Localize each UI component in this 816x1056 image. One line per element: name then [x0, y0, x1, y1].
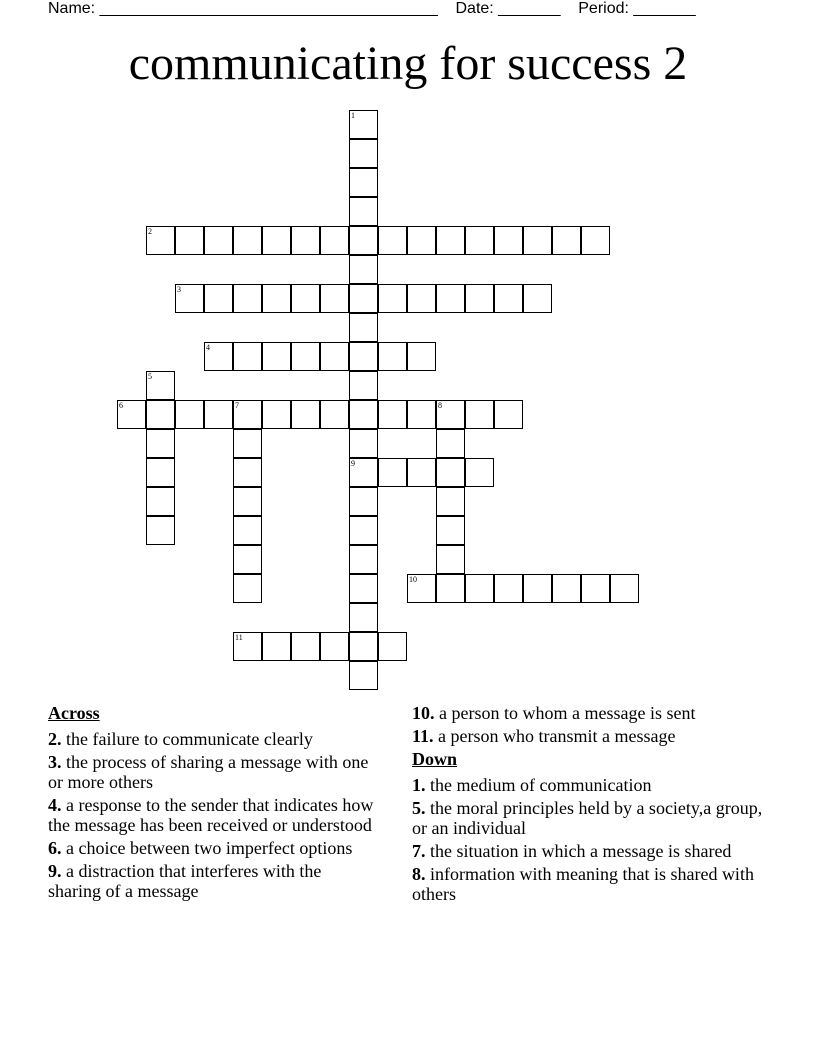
- grid-cell[interactable]: [349, 197, 378, 226]
- grid-cell[interactable]: [320, 226, 349, 255]
- clue-text: a response to the sender that indicates how the message has been received or understood: [48, 795, 374, 835]
- clue-text: the situation in which a message is shared: [425, 841, 732, 861]
- grid-cell[interactable]: [349, 342, 378, 371]
- grid-cell[interactable]: [262, 342, 291, 371]
- grid-cell[interactable]: [552, 574, 581, 603]
- grid-cell[interactable]: [233, 545, 262, 574]
- clue-number: 6.: [48, 838, 62, 858]
- grid-cell[interactable]: [465, 458, 494, 487]
- grid-cell[interactable]: [320, 632, 349, 661]
- grid-cell[interactable]: [349, 139, 378, 168]
- grid-cell[interactable]: [465, 226, 494, 255]
- grid-cell[interactable]: [175, 400, 204, 429]
- clue-across-11: [412, 726, 772, 746]
- clue-number: 10.: [412, 703, 435, 723]
- grid-cell[interactable]: [291, 284, 320, 313]
- grid-cell[interactable]: [349, 603, 378, 632]
- grid-cell[interactable]: [146, 400, 175, 429]
- grid-cell[interactable]: [233, 487, 262, 516]
- grid-cell[interactable]: [436, 516, 465, 545]
- clue-text: the medium of communication: [425, 775, 652, 795]
- clues-right-column: [412, 703, 772, 907]
- cell-number-9: 9: [351, 459, 355, 468]
- grid-cell[interactable]: [146, 429, 175, 458]
- grid-cell[interactable]: [407, 400, 436, 429]
- cell-number-5: 5: [148, 372, 152, 381]
- cell-number-6: 6: [119, 401, 123, 410]
- grid-cell[interactable]: [523, 284, 552, 313]
- clue-number: 2.: [48, 729, 62, 749]
- grid-cell[interactable]: [349, 400, 378, 429]
- clue-text: information with meaning that is shared with others: [412, 864, 754, 904]
- grid-cell[interactable]: [349, 574, 378, 603]
- grid-cell[interactable]: [320, 284, 349, 313]
- clues-left-column: [48, 703, 378, 904]
- grid-cell[interactable]: [349, 226, 378, 255]
- grid-cell[interactable]: [378, 400, 407, 429]
- clue-text: a person to whom a message is sent: [434, 703, 696, 723]
- clue-text: a distraction that interferes with the sharing of a message: [48, 861, 322, 901]
- grid-cell[interactable]: [349, 487, 378, 516]
- clue-across-2: [48, 729, 378, 749]
- grid-cell[interactable]: [262, 226, 291, 255]
- clue-text: a choice between two imperfect options: [61, 838, 353, 858]
- grid-cell[interactable]: [204, 400, 233, 429]
- grid-cell[interactable]: [262, 400, 291, 429]
- grid-cell[interactable]: [407, 458, 436, 487]
- grid-cell[interactable]: [291, 400, 320, 429]
- cell-number-1: 1: [351, 111, 355, 120]
- down-heading: Down: [412, 749, 458, 769]
- clue-number: 5.: [412, 798, 426, 818]
- clue-text: the process of sharing a message with one or more others: [48, 752, 369, 792]
- grid-cell[interactable]: [204, 284, 233, 313]
- grid-cell[interactable]: [349, 284, 378, 313]
- grid-cell[interactable]: [175, 226, 204, 255]
- grid-cell[interactable]: [436, 226, 465, 255]
- clue-number: 9.: [48, 861, 62, 881]
- grid-cell[interactable]: [233, 342, 262, 371]
- grid-cell[interactable]: [349, 545, 378, 574]
- grid-cell[interactable]: [349, 516, 378, 545]
- grid-cell[interactable]: [233, 429, 262, 458]
- grid-cell[interactable]: [378, 342, 407, 371]
- grid-cell[interactable]: [523, 226, 552, 255]
- grid-cell[interactable]: [523, 574, 552, 603]
- clue-number: 7.: [412, 841, 426, 861]
- grid-cell[interactable]: [552, 226, 581, 255]
- grid-cell[interactable]: [146, 516, 175, 545]
- cell-number-4: 4: [206, 343, 210, 352]
- grid-cell[interactable]: [349, 371, 378, 400]
- grid-cell[interactable]: [581, 226, 610, 255]
- grid-cell[interactable]: [494, 226, 523, 255]
- grid-cell[interactable]: [349, 429, 378, 458]
- grid-cell[interactable]: [465, 400, 494, 429]
- grid-cell[interactable]: [465, 284, 494, 313]
- grid-cell[interactable]: [378, 458, 407, 487]
- grid-cell[interactable]: [233, 226, 262, 255]
- clue-number: 1.: [412, 775, 426, 795]
- clue-across-10: [412, 703, 772, 723]
- grid-cell[interactable]: [291, 632, 320, 661]
- clue-text: the moral principles held by a society,a group, or an individual: [412, 798, 763, 838]
- grid-cell[interactable]: [146, 458, 175, 487]
- grid-cell[interactable]: [146, 487, 175, 516]
- grid-cell[interactable]: [494, 284, 523, 313]
- clue-down-8: [412, 864, 772, 904]
- grid-cell[interactable]: [204, 226, 233, 255]
- grid-cell[interactable]: [436, 284, 465, 313]
- clue-number: 11.: [412, 726, 434, 746]
- grid-cell[interactable]: [233, 574, 262, 603]
- grid-cell[interactable]: [349, 168, 378, 197]
- clue-across-6: [48, 838, 378, 858]
- grid-cell[interactable]: [349, 661, 378, 690]
- clue-across-4: [48, 795, 378, 835]
- grid-cell[interactable]: [436, 487, 465, 516]
- grid-cell[interactable]: [436, 458, 465, 487]
- grid-cell[interactable]: [320, 400, 349, 429]
- grid-cell[interactable]: [291, 226, 320, 255]
- cell-number-3: 3: [177, 285, 181, 294]
- name-date-period-line: Name: ______________________________________ Date: _______ Period: _______: [48, 0, 696, 17]
- grid-cell[interactable]: [320, 342, 349, 371]
- puzzle-title: communicating for success 2: [128, 37, 688, 90]
- cell-number-10: 10: [409, 575, 417, 584]
- grid-cell[interactable]: [349, 632, 378, 661]
- grid-cell[interactable]: [233, 458, 262, 487]
- clue-text: the failure to communicate clearly: [61, 729, 313, 749]
- grid-cell[interactable]: [581, 574, 610, 603]
- grid-cell[interactable]: [291, 342, 320, 371]
- clue-text: a person who transmit a message: [433, 726, 676, 746]
- clue-number: 4.: [48, 795, 62, 815]
- grid-cell[interactable]: [378, 632, 407, 661]
- grid-cell[interactable]: [436, 574, 465, 603]
- across-heading: Across: [48, 703, 100, 723]
- cell-number-11: 11: [235, 633, 243, 642]
- grid-cell[interactable]: [378, 226, 407, 255]
- grid-cell[interactable]: [407, 342, 436, 371]
- clue-number: 3.: [48, 752, 62, 772]
- clue-down-7: [412, 841, 772, 861]
- cell-number-8: 8: [438, 401, 442, 410]
- cell-number-2: 2: [148, 227, 152, 236]
- cell-number-7: 7: [235, 401, 239, 410]
- grid-cell[interactable]: [494, 574, 523, 603]
- grid-cell[interactable]: [465, 574, 494, 603]
- clue-across-3: [48, 752, 378, 792]
- grid-cell[interactable]: [436, 429, 465, 458]
- grid-cell[interactable]: [233, 284, 262, 313]
- grid-cell[interactable]: [349, 255, 378, 284]
- clue-down-5: [412, 798, 772, 838]
- clue-down-1: [412, 775, 772, 795]
- grid-cell[interactable]: [349, 313, 378, 342]
- grid-cell[interactable]: [233, 516, 262, 545]
- grid-cell[interactable]: [494, 400, 523, 429]
- grid-cell[interactable]: [610, 574, 639, 603]
- grid-cell[interactable]: [378, 284, 407, 313]
- grid-cell[interactable]: [262, 284, 291, 313]
- grid-cell[interactable]: [407, 226, 436, 255]
- grid-cell[interactable]: [407, 284, 436, 313]
- clue-number: 8.: [412, 864, 426, 884]
- grid-cell[interactable]: [436, 545, 465, 574]
- clue-across-9: [48, 861, 378, 901]
- grid-cell[interactable]: [262, 632, 291, 661]
